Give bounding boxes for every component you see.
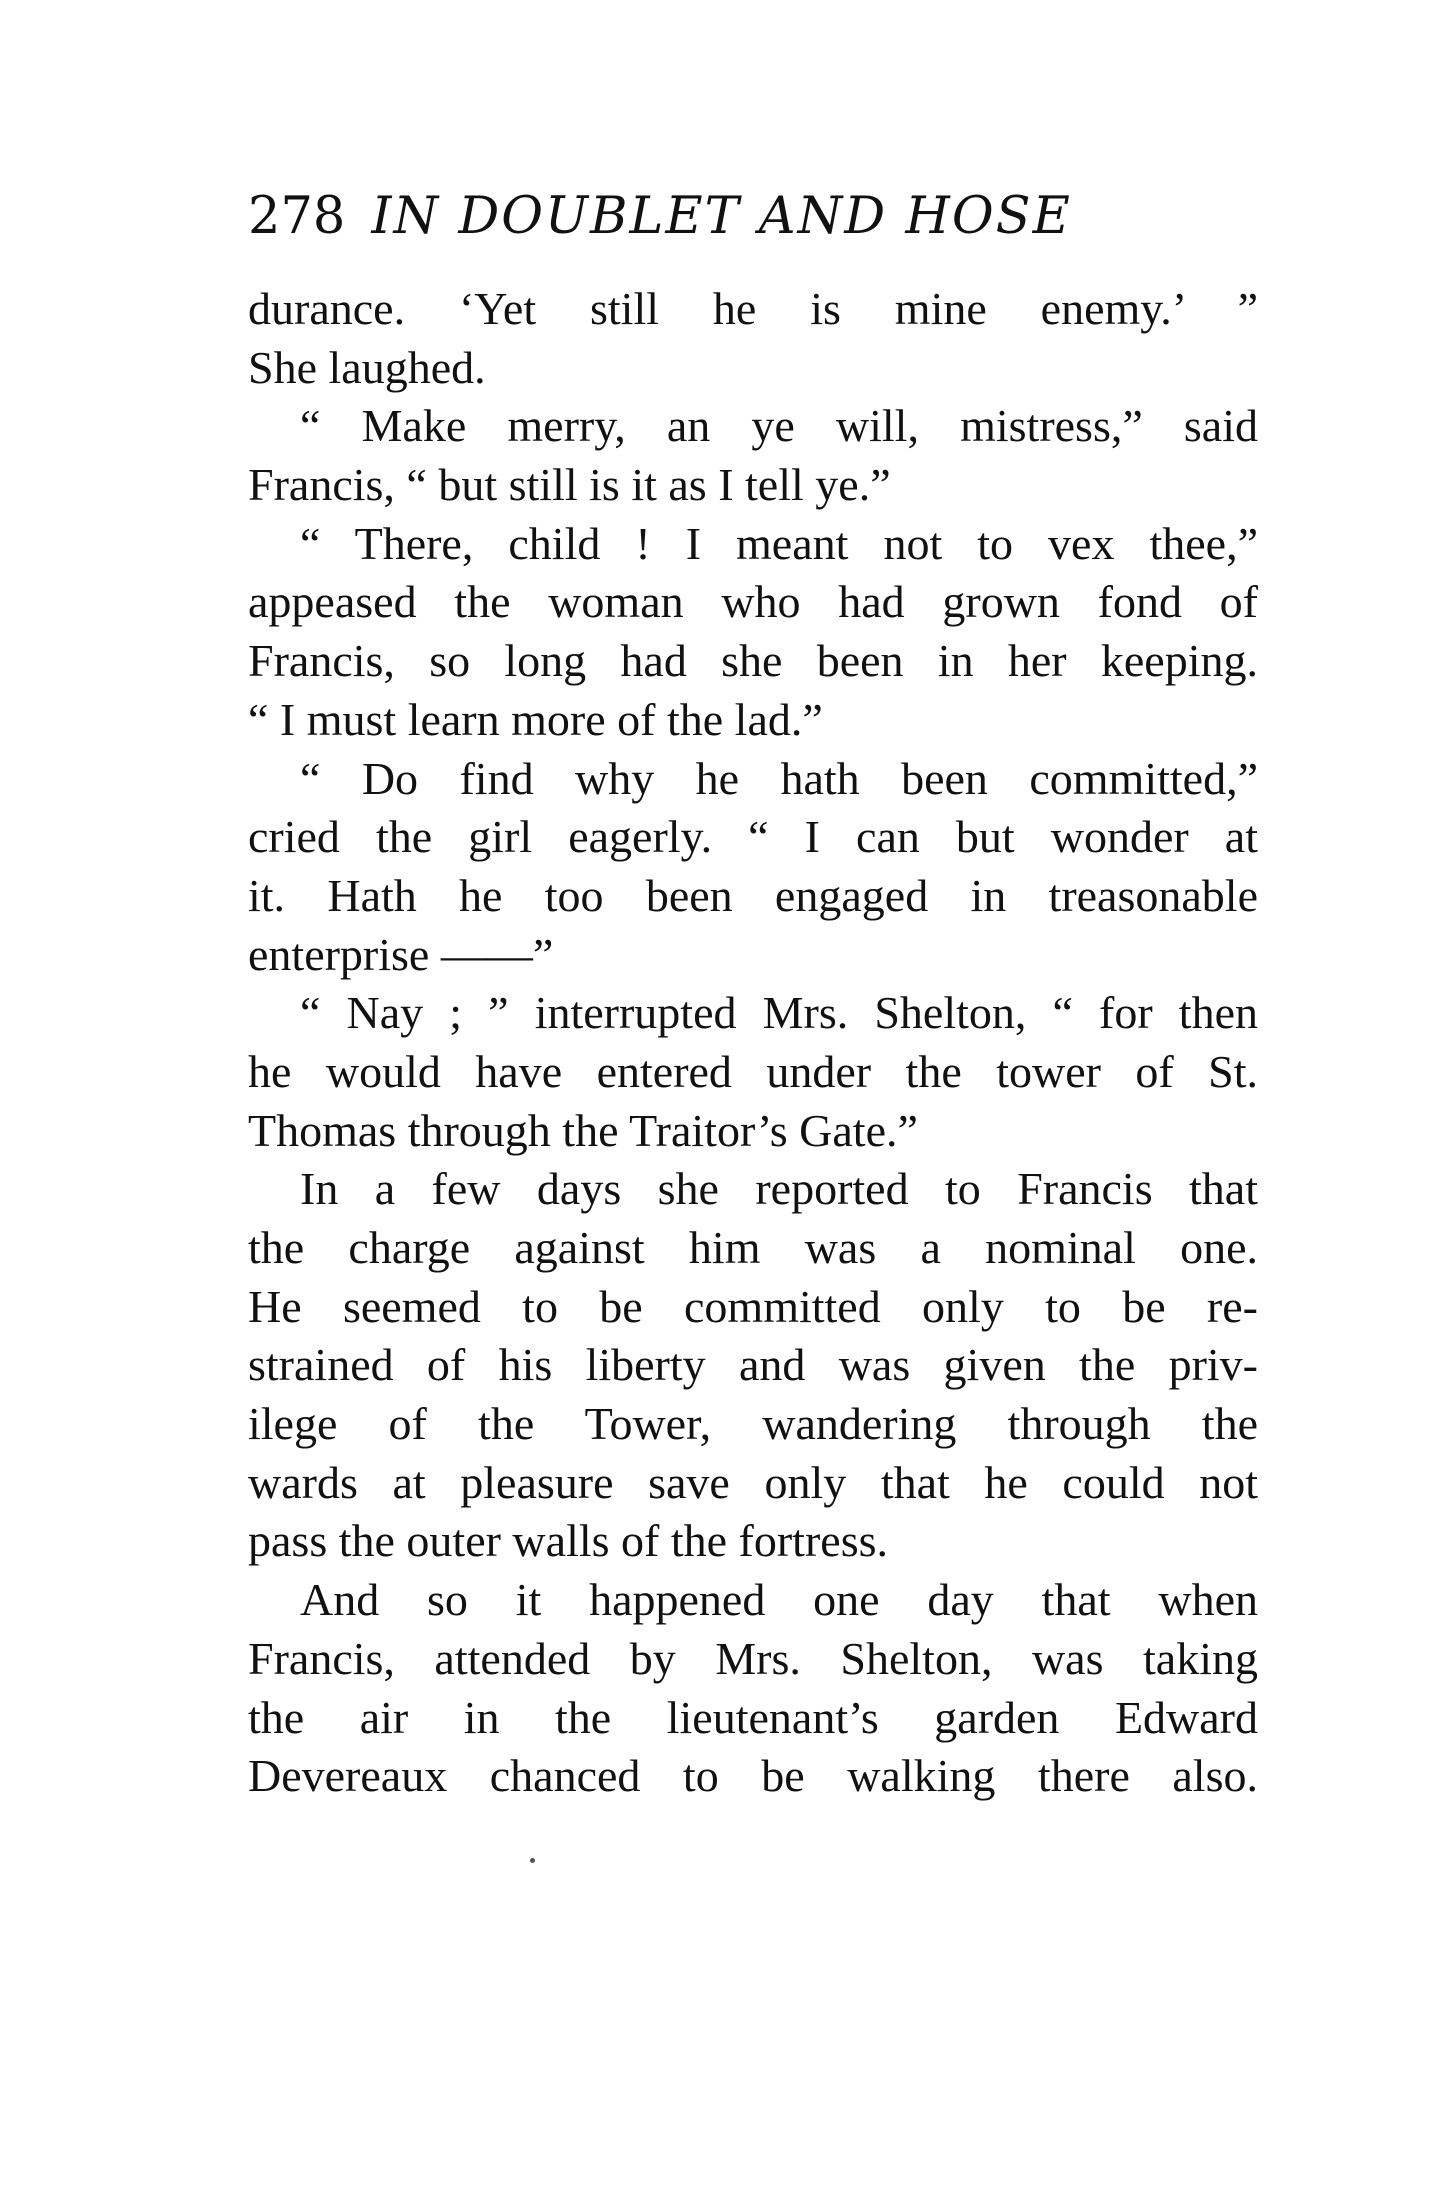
- text-line: “ Do find why he hath been committed,”: [300, 752, 1258, 804]
- text-line: wards at pleasure save only that he could not: [248, 1456, 1258, 1508]
- text-line: enterprise ——”: [248, 928, 554, 980]
- text-line: strained of his liberty and was given the priv-: [248, 1339, 1258, 1391]
- text-line: Devereaux chanced to be walking there also.: [248, 1750, 1258, 1802]
- page-header: [248, 182, 1258, 252]
- text-line: He seemed to be committed only to be re-: [248, 1280, 1258, 1332]
- text-line: She laughed.: [248, 341, 486, 393]
- text-line: Thomas through the Traitor’s Gate.”: [248, 1104, 918, 1156]
- text-line: cried the girl eagerly. “ I can but wonder at: [248, 811, 1258, 863]
- text-line: “ Nay ; ” interrupted Mrs. Shelton, “ for then: [300, 987, 1258, 1039]
- page-number: 278: [248, 187, 346, 246]
- text-line: Francis, so long had she been in her keeping.: [248, 635, 1258, 687]
- text-line: “ I must learn more of the lad.”: [248, 693, 823, 745]
- text-line: pass the outer walls of the fortress.: [248, 1515, 889, 1567]
- text-line: “ There, child ! I meant not to vex thee,”: [300, 517, 1258, 569]
- text-line: Francis, attended by Mrs. Shelton, was taking: [248, 1632, 1258, 1684]
- text-line: Francis, “ but still is it as I tell ye.”: [248, 459, 891, 511]
- running-title: IN DOUBLET AND HOSE: [371, 187, 1072, 246]
- text-line: durance. ‘Yet still he is mine enemy.’ ”: [248, 283, 1258, 334]
- text-line: he would have entered under the tower of St.: [248, 1045, 1258, 1097]
- text-line: appeased the woman who had grown fond of: [248, 576, 1258, 628]
- print-speck: [530, 1858, 535, 1863]
- text-line: ilege of the Tower, wandering through the: [248, 1398, 1258, 1450]
- text-line: And so it happened one day that when: [300, 1574, 1258, 1626]
- body-text: [248, 280, 1258, 1806]
- text-line: “ Make merry, an ye will, mistress,” said: [300, 400, 1258, 452]
- text-line: it. Hath he too been engaged in treasonable: [248, 869, 1258, 921]
- text-line: the air in the lieutenant’s garden Edward: [248, 1691, 1258, 1743]
- text-line: In a few days she reported to Francis that: [300, 1163, 1258, 1215]
- text-line: the charge against him was a nominal one.: [248, 1222, 1258, 1273]
